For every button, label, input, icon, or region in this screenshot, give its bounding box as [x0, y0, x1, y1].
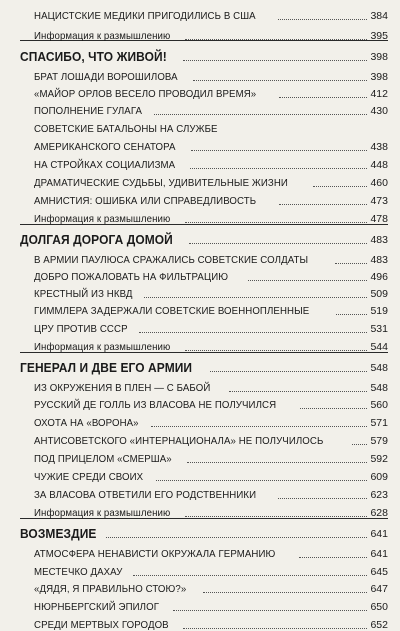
toc-leader-dots [189, 243, 367, 244]
toc-entry [34, 427, 388, 447]
toc-title: НА СТРОЙКАХ СОЦИАЛИЗМА [34, 159, 176, 171]
toc-title: ГИММЛЕРА ЗАДЕРЖАЛИ СОВЕТСКИЕ ВОЕННОПЛЕННЫЕ [34, 305, 310, 317]
toc-entry [34, 2, 388, 22]
toc-page-number: 645 [370, 566, 388, 578]
toc-page-number: 384 [370, 10, 388, 22]
toc-title: ОХОТА НА «ВОРОНА» [34, 417, 139, 429]
toc-entry [34, 169, 388, 189]
toc-title: Информация к размышлению [34, 341, 171, 353]
toc-entry [34, 22, 388, 42]
toc-entry [34, 133, 388, 153]
toc-page-number: 548 [370, 362, 388, 374]
toc-title: ЧУЖИЕ СРЕДИ СВОИХ [34, 471, 144, 483]
toc-leader-dots [278, 19, 368, 20]
toc-leader-dots [185, 516, 367, 517]
toc-title: МЕСТЕЧКО ДАХАУ [34, 566, 123, 578]
toc-title: Информация к размышлению [34, 507, 171, 519]
toc-title: ГЕНЕРАЛ И ДВЕ ЕГО АРМИИ [20, 360, 193, 375]
toc-title: ВОЗМЕЗДИЕ [20, 526, 97, 541]
toc-page-number: 483 [370, 234, 388, 246]
toc-title: «ДЯДЯ, Я ПРАВИЛЬНО СТОЮ?» [34, 583, 187, 595]
toc-title: КРЕСТНЫЙ ИЗ НКВД [34, 288, 133, 300]
toc-page-number: 531 [370, 323, 388, 335]
toc-title: ПОПОЛНЕНИЕ ГУЛАГА [34, 105, 143, 117]
toc-title: СОВЕТСКИЕ БАТАЛЬОНЫ НА СЛУЖБЕ [34, 123, 218, 135]
toc-page-number: 483 [370, 254, 388, 266]
toc-title: ДРАМАТИЧЕСКИЕ СУДЬБЫ, УДИВИТЕЛЬНЫЕ ЖИЗНИ [34, 177, 288, 189]
toc-title: ИЗ ОКРУЖЕНИЯ В ПЛЕН — С БАБОЙ [34, 382, 211, 394]
toc-title: ЗА ВЛАСОВА ОТВЕТИЛИ ЕГО РОДСТВЕННИКИ [34, 489, 257, 501]
toc-page-number: 478 [370, 213, 388, 225]
toc-entry [34, 593, 388, 613]
toc-page-number: 592 [370, 453, 388, 465]
toc-title: АМЕРИКАНСКОГО СЕНАТОРА [34, 141, 176, 153]
toc-entry [34, 97, 388, 117]
toc-title: ПОД ПРИЦЕЛОМ «СМЕРША» [34, 453, 172, 465]
toc-entry [34, 151, 388, 171]
toc-leader-dots [183, 628, 367, 629]
toc-page-number: 430 [370, 105, 388, 117]
toc-page-number: 609 [370, 471, 388, 483]
toc-leader-dots [185, 350, 367, 351]
toc-page-number: 395 [370, 30, 388, 42]
toc-page-number: 641 [370, 528, 388, 540]
toc-title: В АРМИИ ПАУЛЮСА СРАЖАЛИСЬ СОВЕТСКИЕ СОЛДАТЫ [34, 254, 309, 266]
toc-page-number: 628 [370, 507, 388, 519]
toc-entry [34, 187, 388, 207]
toc-page-number: 473 [370, 195, 388, 207]
toc-page-number: 548 [370, 382, 388, 394]
toc-page-number: 571 [370, 417, 388, 429]
toc-page-number: 509 [370, 288, 388, 300]
toc-leader-dots [210, 371, 367, 372]
toc-title: НЮРНБЕРГСКИЙ ЭПИЛОГ [34, 601, 160, 613]
toc-page-number: 519 [370, 305, 388, 317]
toc-page-number: 448 [370, 159, 388, 171]
toc-entry [34, 575, 388, 595]
toc-title: НАЦИСТСКИЕ МЕДИКИ ПРИГОДИЛИСЬ В США [34, 10, 256, 22]
toc-leader-dots [185, 222, 367, 223]
toc-page-number: 647 [370, 583, 388, 595]
toc-entry [34, 115, 388, 135]
toc-section-heading [20, 354, 388, 374]
toc-entry [34, 333, 388, 353]
toc-page-number: 560 [370, 399, 388, 411]
toc-page-number: 544 [370, 341, 388, 353]
toc-section-heading [20, 43, 388, 63]
toc-entry [34, 315, 388, 335]
toc-page-number: 579 [370, 435, 388, 447]
toc-leader-dots [106, 537, 367, 538]
toc-page-number: 398 [370, 71, 388, 83]
toc-page-number: 412 [370, 88, 388, 100]
toc-entry [34, 499, 388, 519]
toc-entry [34, 297, 388, 317]
toc-section-heading [20, 520, 388, 540]
toc-leader-dots [185, 39, 367, 40]
toc-page-number: 650 [370, 601, 388, 613]
toc-entry [34, 463, 388, 483]
toc-title: Информация к размышлению [34, 30, 171, 42]
toc-title: ДОБРО ПОЖАЛОВАТЬ НА ФИЛЬТРАЦИЮ [34, 271, 229, 283]
toc-page-number: 496 [370, 271, 388, 283]
toc-title: АНТИСОВЕТСКОГО «ИНТЕРНАЦИОНАЛА» НЕ ПОЛУЧИЛОСЬ [34, 435, 324, 447]
toc-leader-dots [183, 60, 368, 61]
toc-page-number: 460 [370, 177, 388, 189]
toc-title: АТМОСФЕРА НЕНАВИСТИ ОКРУЖАЛА ГЕРМАНИЮ [34, 548, 276, 560]
toc-title: РУССКИЙ ДЕ ГОЛЛЬ ИЗ ВЛАСОВА НЕ ПОЛУЧИЛСЯ [34, 399, 277, 411]
toc-page-number: 623 [370, 489, 388, 501]
toc-page-number: 398 [370, 51, 388, 63]
toc-title: ДОЛГАЯ ДОРОГА ДОМОЙ [20, 232, 173, 247]
toc-entry [34, 205, 388, 225]
toc-page-number: 641 [370, 548, 388, 560]
toc-section-heading [20, 226, 388, 246]
toc-title: ЦРУ ПРОТИВ СССР [34, 323, 128, 335]
toc-title: «МАЙОР ОРЛОВ ВЕСЕЛО ПРОВОДИЛ ВРЕМЯ» [34, 88, 257, 100]
toc-title: БРАТ ЛОШАДИ ВОРОШИЛОВА [34, 71, 178, 83]
toc-entry [34, 611, 388, 631]
toc-entry [34, 409, 388, 429]
toc-entry [34, 445, 388, 465]
toc-title: АМНИСТИЯ: ОШИБКА ИЛИ СПРАВЕДЛИВОСТЬ [34, 195, 257, 207]
toc-entry [34, 391, 388, 411]
toc-entry [34, 540, 388, 560]
toc-title: СПАСИБО, ЧТО ЖИВОЙ! [20, 49, 167, 64]
toc-entry [34, 481, 388, 501]
toc-page-number: 438 [370, 141, 388, 153]
toc-title: Информация к размышлению [34, 213, 171, 225]
toc-title: СРЕДИ МЕРТВЫХ ГОРОДОВ [34, 619, 169, 631]
toc-page-number: 652 [370, 619, 388, 631]
